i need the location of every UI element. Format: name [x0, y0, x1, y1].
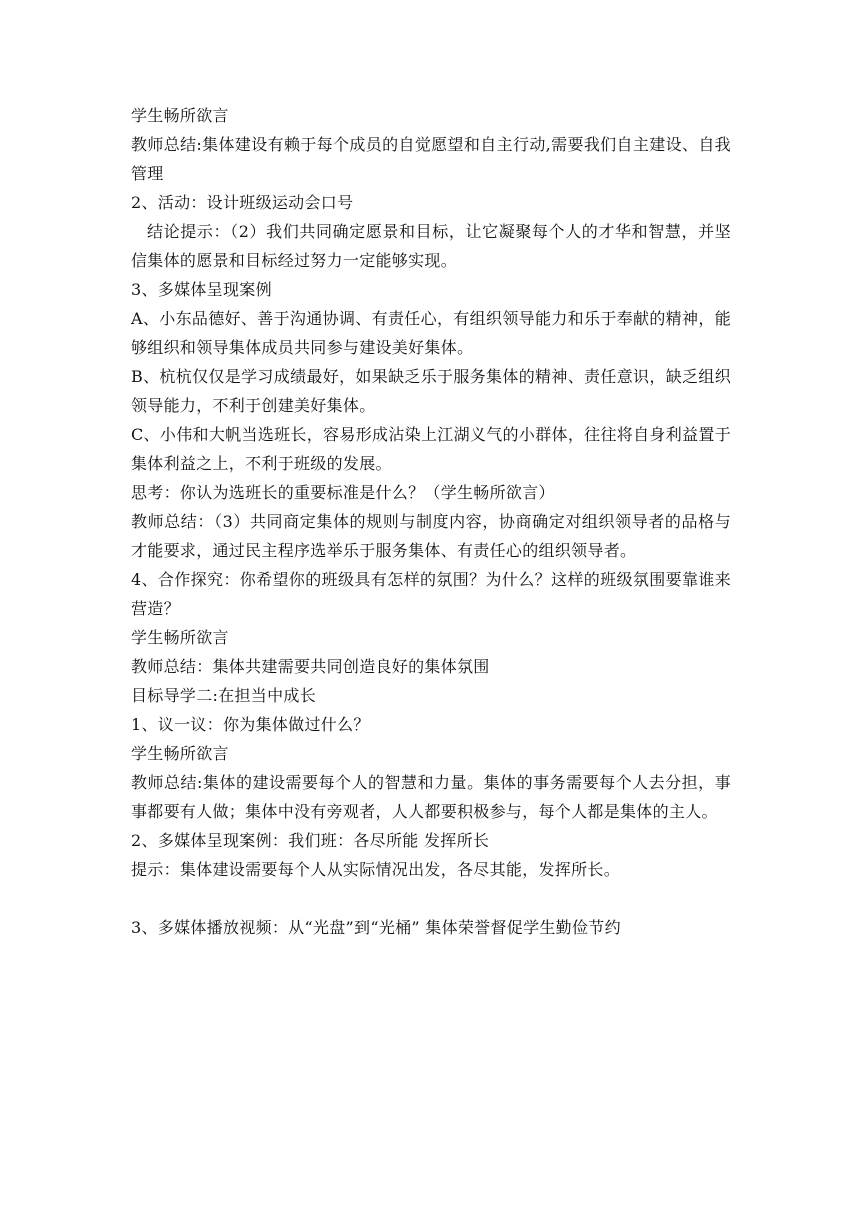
document-body: [131, 101, 731, 942]
paragraph-multimedia-case-3: 3、多媒体呈现案例: [131, 280, 272, 299]
paragraph-cooperative-inquiry-4: 4、合作探究：你希望你的班级具有怎样的氛围？为什么？这样的班级氛围要靠谁来营造？: [131, 570, 731, 618]
paragraph-student-speak-1: 学生畅所欲言: [131, 106, 229, 125]
paragraph-student-speak-2: 学生畅所欲言: [131, 628, 229, 647]
paragraph-case-a: A、小东品德好、善于沟通协调、有责任心，有组织领导能力和乐于奉献的精神，能够组织和领导集体成员共同参与建设美好集体。: [131, 309, 731, 357]
paragraph-teacher-summary-atmosphere: 教师总结：集体共建需要共同创造良好的集体氛围: [131, 657, 490, 676]
paragraph-goal-two-heading: 目标导学二:在担当中成长: [131, 686, 316, 705]
paragraph-student-speak-3: 学生畅所欲言: [131, 744, 229, 763]
paragraph-multimedia-case-2: 2、多媒体呈现案例：我们班：各尽所能 发挥所长: [131, 831, 490, 850]
paragraph-hint: 提示：集体建设需要每个人从实际情况出发，各尽其能，发挥所长。: [131, 860, 621, 879]
paragraph-case-c: C、小伟和大帆当选班长，容易形成沾染上江湖义气的小群体，往往将自身利益置于集体利益之上，不利于班级的发展。: [131, 425, 731, 473]
paragraph-activity-2: 2、活动：设计班级运动会口号: [131, 193, 354, 212]
paragraph-teacher-summary-wisdom: 教师总结:集体的建设需要每个人的智慧和力量。集体的事务需要每个人去分担，事事都要有人做；集体中没有旁观者，人人都要积极参与，每个人都是集体的主人。: [131, 773, 731, 821]
paragraph-think: 思考：你认为选班长的重要标准是什么？（学生畅所欲言）: [131, 483, 555, 502]
paragraph-teacher-summary-3: 教师总结：（3）共同商定集体的规则与制度内容，协商确定对组织领导者的品格与才能要求，通过民主程序选举乐于服务集体、有责任心的组织领导者。: [131, 512, 731, 560]
paragraph-case-b: B、杭杭仅仅是学习成绩最好，如果缺乏乐于服务集体的精神、责任意识，缺乏组织领导能力，不利于创建美好集体。: [131, 367, 731, 415]
paragraph-conclusion-hint: 结论提示：（2）我们共同确定愿景和目标，让它凝聚每个人的才华和智慧，并坚信集体的愿景和目标经过努力一定能够实现。: [131, 222, 731, 270]
blank-line: [131, 884, 731, 913]
paragraph-multimedia-video-3: 3、多媒体播放视频：从“光盘”到“光桶” 集体荣誉督促学生勤俭节约: [131, 918, 621, 937]
paragraph-discuss-1: 1、议一议：你为集体做过什么？: [131, 715, 370, 734]
paragraph-teacher-summary-1: 教师总结:集体建设有赖于每个成员的自觉愿望和自主行动,需要我们自主建设、自我管理: [131, 135, 731, 183]
